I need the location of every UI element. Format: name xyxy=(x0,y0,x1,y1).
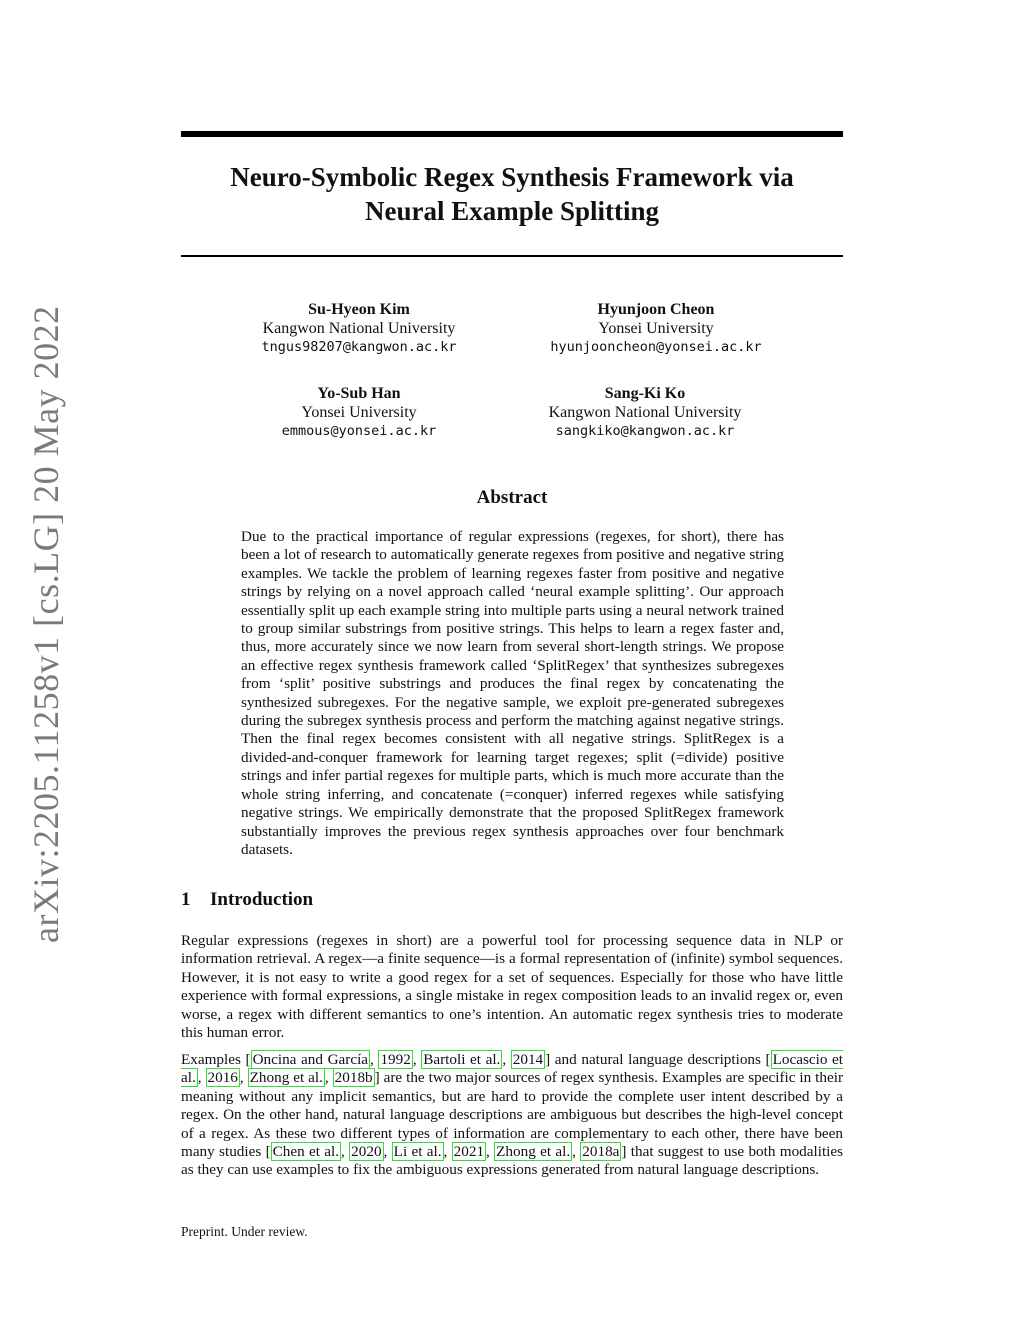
section-number: 1 xyxy=(181,889,191,910)
footer-note: Preprint. Under review. xyxy=(181,1224,308,1239)
citation-link[interactable]: Li et al. xyxy=(393,1143,442,1161)
paragraph-text: , xyxy=(197,1069,206,1087)
paragraph-text: , xyxy=(443,1143,452,1161)
paragraph-text: , xyxy=(502,1051,511,1068)
paragraph-text: ] that suggest to use both modalities as they can use examples to fix the ambiguous expressions generated from natural language descriptions. xyxy=(181,1143,844,1179)
author-block xyxy=(209,301,509,357)
author-affiliation: Kangwon National University xyxy=(548,403,742,421)
title-bottom-rule xyxy=(181,255,843,257)
title-top-rule xyxy=(181,131,843,137)
abstract-body: Due to the practical importance of regular expressions (regexes, for short), there has been a lot of research to automatically generate regexes from positive and negative string examples. We tackle the problem of learning regexes faster from positive and negative strings by relying on a novel approach called ‘neural example splitting’. Our approach essentially split up each example string into multiple parts using a neural network trained to group similar substrings from positive strings. This helps to learn a regex faster and, thus, more accurately since we now learn from several short-length strings. We propose an effective regex synthesis framework called ‘SplitRegex’ that synthesizes subregexes from ‘split’ positive substrings and produces the final regex by concatenating the synthesized subregexes. For the negative sample, we exploit pre-generated subregexes during the subregex synthesis process and perform the matching against negative strings. Then the final regex becomes consistent with all negative strings. SplitRegex is a divided-and-conquer framework for learning target regexes; split (=divide) positive strings and infer partial regexes for multiple parts, which is much more accurate than the whole string inferring, and concatenate (=conquer) inferred regexes while satisfying negative strings. We empirically demonstrate that the proposed SplitRegex framework substantially improves the previous regex synthesis approaches over four benchmark datasets. xyxy=(241,528,784,858)
abstract-heading: Abstract xyxy=(476,487,548,508)
citation-link[interactable]: Zhong et al. xyxy=(249,1069,323,1087)
author-block xyxy=(495,385,795,441)
paragraph-text: , xyxy=(341,1143,350,1161)
author-block xyxy=(209,385,509,441)
author-name: Sang-Ki Ko xyxy=(604,385,686,402)
author-email[interactable]: emmous@yonsei.ac.kr xyxy=(281,423,437,439)
author-email[interactable]: tngus98207@kangwon.ac.kr xyxy=(261,339,457,355)
author-email[interactable]: hyunjooncheon@yonsei.ac.kr xyxy=(550,339,762,355)
paragraph-text: , xyxy=(486,1143,495,1161)
citation-link[interactable]: 2014 xyxy=(512,1051,544,1068)
author-name: Yo-Sub Han xyxy=(317,385,401,402)
author-block xyxy=(506,301,806,357)
citation-link[interactable]: 1992 xyxy=(380,1051,411,1068)
paragraph-text: Examples [ xyxy=(181,1051,251,1068)
citation-link[interactable]: 2018a xyxy=(582,1143,620,1161)
citation-link[interactable]: 2016 xyxy=(207,1069,238,1087)
section-title: Introduction xyxy=(210,889,314,910)
citation-link[interactable]: Chen et al. xyxy=(272,1143,340,1161)
author-affiliation: Yonsei University xyxy=(301,403,417,421)
paragraph-text: , xyxy=(412,1051,422,1068)
arxiv-stamp: arXiv:2205.11258v1 [cs.LG] 20 May 2022 xyxy=(26,305,66,943)
citation-link[interactable]: 2021 xyxy=(453,1143,485,1161)
citation-link[interactable]: 2020 xyxy=(351,1143,382,1161)
paragraph-text: ] and natural language descriptions [ xyxy=(545,1051,771,1068)
citation-link[interactable]: Bartoli et al. xyxy=(423,1051,501,1068)
author-email[interactable]: sangkiko@kangwon.ac.kr xyxy=(555,423,735,439)
author-affiliation: Kangwon National University xyxy=(262,319,456,337)
paragraph-text: , xyxy=(239,1069,248,1087)
paragraph-text: , xyxy=(572,1143,581,1161)
paper-title xyxy=(181,160,843,228)
title-line-2: Neural Example Splitting xyxy=(364,196,660,226)
paragraph-text: , xyxy=(324,1069,333,1087)
section-heading xyxy=(181,889,313,911)
paragraph-text: , xyxy=(370,1051,379,1068)
intro-paragraph-1: Regular expressions (regexes in short) are a powerful tool for processing sequence data in NLP or information retrieval. A regex—a finite sequence—is a formal representation of (infinite) symbol sequences. However, it is not easy to write a good regex for a set of sequences. Especially for those who have little experience with formal expressions, a single mistake in regex composition leads to an invalid regex or, even worse, a regex with different semantics to one’s intention. An automatic regex synthesis tries to moderate this human error. xyxy=(181,932,843,1042)
citation-link[interactable]: Zhong et al. xyxy=(496,1143,571,1161)
title-line-1: Neuro-Symbolic Regex Synthesis Framework via xyxy=(230,162,794,192)
intro-paragraph-2 xyxy=(181,1051,843,1180)
citation-link[interactable]: Locascio et al. xyxy=(181,1051,843,1087)
paragraph-text: , xyxy=(383,1143,392,1161)
citation-link[interactable]: 2018b xyxy=(334,1069,373,1087)
author-affiliation: Yonsei University xyxy=(598,319,714,337)
author-name: Su-Hyeon Kim xyxy=(308,301,410,318)
author-name: Hyunjoon Cheon xyxy=(597,301,715,318)
citation-link[interactable]: Oncina and García xyxy=(252,1051,369,1068)
paragraph-text: ] are the two major sources of regex synthesis. Examples are specific in their meaning without any implicit semantics, but are hard to provide the complete user intent described by a regex. On the other hand, natural language descriptions are ambiguous but describes the high-level concept of a regex. As these two different types of information are complementary to each other, there have been many studies [ xyxy=(181,1069,844,1161)
